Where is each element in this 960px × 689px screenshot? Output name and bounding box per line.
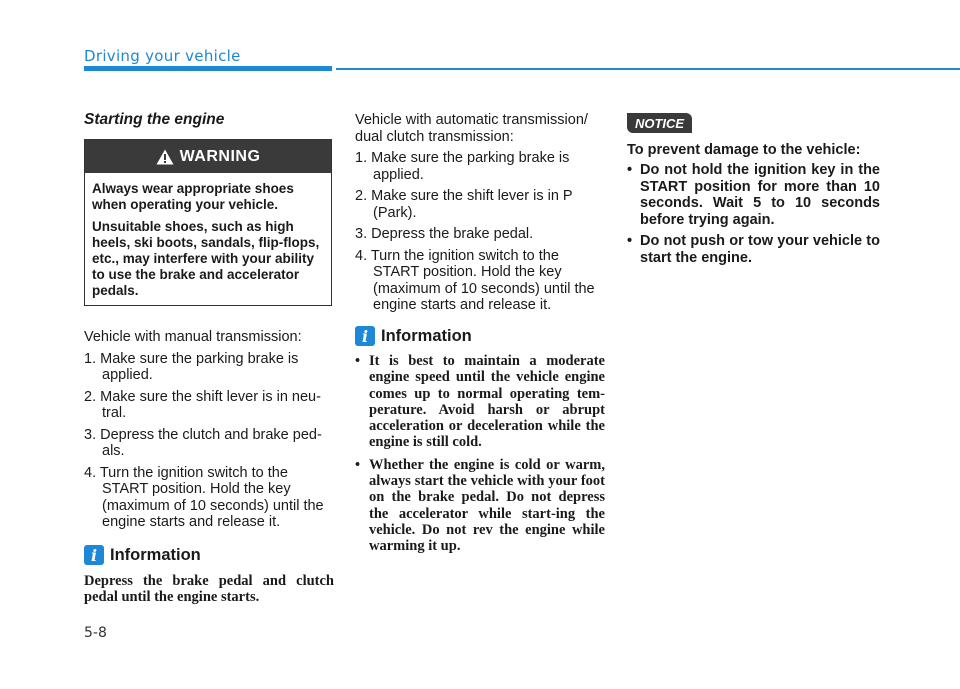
manual-transmission-section — [84, 329, 334, 536]
list-item: 3. Depress the brake pedal. — [355, 226, 534, 242]
warning-paragraph: Always wear appropriate shoes when operating your vehicle. — [92, 181, 294, 212]
list-item: 2. Make sure the shift lever is in neu-tral. — [84, 388, 321, 421]
warning-paragraph: Unsuitable shoes, such as high heels, ski boots, sandals, flip-flops, etc., may interfere with your ability to use the brake and accelerator pedals. — [92, 219, 320, 298]
list-item: • It is best to maintain a moderate engine speed until the vehicle engine comes up to normal operating tem-perature. Avoid harsh or abrupt acceleration or deceleration while the engine is still cold. — [355, 353, 605, 451]
list-item: 1. Make sure the parking brake is applied. — [355, 150, 570, 183]
notice-heading: To prevent damage to the vehicle: — [627, 142, 861, 158]
page-title: Starting the engine — [84, 111, 225, 128]
manual-intro: Vehicle with manual transmission: — [84, 329, 302, 345]
info-text: Depress the brake pedal and clutch pedal until the engine starts. — [84, 573, 334, 606]
list-item: 4. Turn the ignition switch to the START position. Hold the key (maximum of 10 seconds) until the engine starts and release it. — [355, 247, 595, 313]
section-header: Driving your vehicle — [84, 47, 241, 65]
info-label: Information — [110, 545, 201, 564]
info-icon: i — [355, 326, 375, 346]
header-rule-thick — [84, 66, 332, 71]
warning-label: WARNING — [179, 147, 261, 165]
list-item: 1. Make sure the parking brake is applied. — [84, 350, 299, 383]
notice-badge: NOTICE — [627, 113, 692, 133]
list-item: 3. Depress the clutch and brake ped-als. — [84, 426, 322, 459]
info-icon: i — [84, 545, 104, 565]
warning-header — [85, 140, 331, 173]
info-title — [355, 326, 605, 346]
list-item: • Do not push or tow your vehicle to start the engine. — [627, 233, 880, 266]
warning-triangle-icon — [156, 149, 174, 165]
list-item: • Whether the engine is cold or warm, always start the vehicle with your foot on the brake pedal. Do not depress the accelerator while start-ing the vehicle. Do not rev the engine while warming it up. — [355, 457, 605, 555]
warning-box — [84, 139, 332, 306]
notice-list — [627, 162, 880, 266]
manual-steps-list — [84, 351, 334, 531]
notice-section — [627, 142, 880, 271]
info-bullets — [355, 353, 605, 555]
header-rule-thin — [336, 68, 960, 70]
page-number: 5-8 — [84, 625, 107, 641]
info-label: Information — [381, 326, 472, 345]
list-item: 4. Turn the ignition switch to the START position. Hold the key (maximum of 10 seconds) until the engine starts and release it. — [84, 464, 324, 530]
info-section-manual — [84, 545, 334, 606]
info-title — [84, 545, 334, 565]
info-section-auto — [355, 326, 605, 561]
auto-steps-list — [355, 150, 605, 314]
warning-body — [85, 173, 331, 299]
list-item: 2. Make sure the shift lever is in P (Park). — [355, 188, 573, 221]
list-item: • Do not hold the ignition key in the START position for more than 10 seconds. Wait 5 to 10 seconds before trying again. — [627, 162, 880, 228]
automatic-transmission-section — [355, 112, 605, 319]
auto-intro: Vehicle with automatic transmission/ dual clutch transmission: — [355, 112, 588, 145]
